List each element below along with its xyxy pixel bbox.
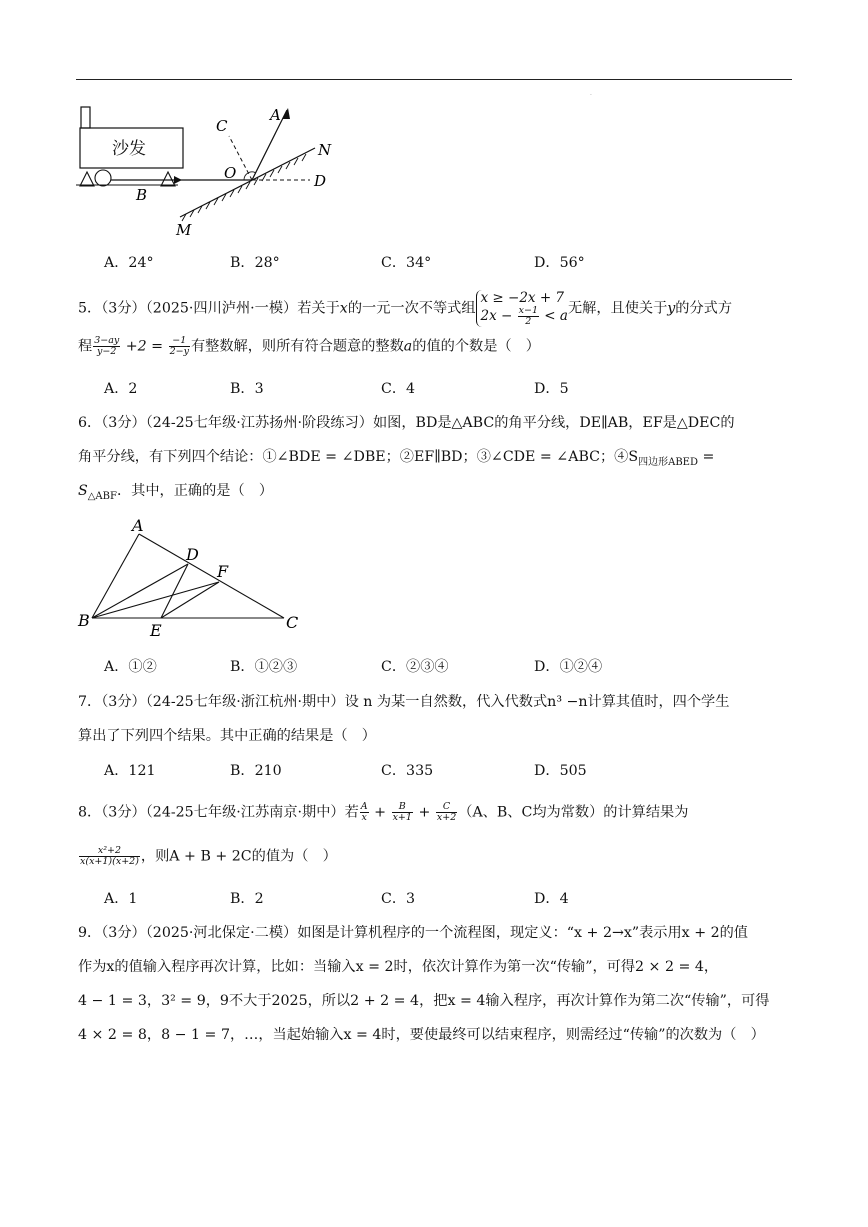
q8-option-a[interactable]: A．1 bbox=[104, 891, 138, 907]
q5-frac1-num: 3−ay bbox=[94, 335, 120, 346]
q8-result-den: x(x+1)(x+2) bbox=[80, 856, 139, 867]
q5-ineq2-frac bbox=[518, 306, 539, 327]
q7-line1: 7．（3分）（24-25七年级·浙江杭州·期中）设 n 为某一自然数，代入代数式n³ −n计算其值时，四个学生 bbox=[78, 694, 730, 710]
q7-option-c[interactable]: C．335 bbox=[381, 763, 434, 779]
q5-prefix: 5．（3分）（2025·四川泸州·一模）若关于 bbox=[78, 300, 340, 317]
q4-option-d[interactable]: D．56° bbox=[534, 255, 585, 271]
q8-frac-a-den: x bbox=[361, 812, 367, 823]
q8-suffix: （A、B、C均为常数）的计算结果为 bbox=[458, 804, 689, 821]
q9-line2: 作为x的值输入程序再次计算，比如：当输入x = 2时，依次计算作为第一次“传输”，可得2 × 2 = 4， bbox=[78, 959, 719, 975]
q5-option-b[interactable]: B．3 bbox=[230, 381, 264, 397]
label-O: O bbox=[224, 164, 237, 182]
q5-frac2 bbox=[169, 336, 190, 357]
q5-line2-a: 程 bbox=[78, 338, 93, 355]
q7-line2: 算出了下列四个结果。其中正确的结果是（ ） bbox=[78, 728, 376, 744]
header-mark: · bbox=[590, 92, 592, 99]
label-A: A bbox=[270, 106, 281, 124]
q9-line4: 4 × 2 = 8，8 − 1 = 7，…，当起始输入x = 4时，要使最终可以结束程序，则需经过“传输”的次数为（ ） bbox=[78, 1027, 765, 1043]
q8-option-c[interactable]: C．3 bbox=[381, 891, 416, 907]
q5-after: 无解，且使关于 bbox=[567, 300, 668, 317]
fig-label-B: B bbox=[78, 611, 90, 630]
q5-ineq2-b: < a bbox=[540, 308, 568, 324]
fig-label-D: D bbox=[186, 545, 199, 564]
q5-tail: 的分式方 bbox=[675, 300, 733, 317]
q6-line2-b: = bbox=[697, 449, 715, 465]
q5-frac2-den: 2−y bbox=[169, 346, 189, 357]
q8-frac-c-num: C bbox=[436, 802, 457, 813]
q5-line1 bbox=[78, 290, 732, 327]
q8-line1: 8．（3分）（24-25七年级·江苏南京·期中）若 $\frac{A}{x}$ + $\frac{B}{x+1}$ + $\frac{C}{x+2}$ （A、B、C均为常数）的计算结果为 bbox=[78, 801, 689, 823]
triangle-figure bbox=[72, 512, 312, 642]
sofa-mirror-figure bbox=[70, 100, 350, 240]
q6-option-d[interactable]: D．①②④ bbox=[534, 659, 603, 675]
q8-result-num: x²+2 bbox=[79, 846, 140, 857]
q8-option-b[interactable]: B．2 bbox=[230, 891, 264, 907]
fig-label-C: C bbox=[286, 613, 299, 632]
q9-line3: 4 − 1 = 3，3² = 9，9不大于2025，所以2 + 2 = 4，把x = 4输入程序，再次计算作为第二次“传输”，可得 bbox=[78, 993, 770, 1009]
q8-line2-b: ，则A + B + 2C的值为（ ） bbox=[140, 848, 337, 865]
q5-ineq1: x ≥ −2x + 7 bbox=[480, 290, 565, 306]
fig-label-A: A bbox=[132, 516, 144, 535]
q6-options bbox=[104, 656, 804, 678]
q6-option-a[interactable]: A．①② bbox=[104, 659, 157, 675]
q5-ineq2 bbox=[481, 306, 568, 327]
label-C: C bbox=[216, 117, 228, 135]
q6-option-c[interactable]: C．②③④ bbox=[381, 659, 449, 675]
q6-line3-a: S bbox=[78, 483, 88, 499]
q7-option-a[interactable]: A．121 bbox=[104, 763, 156, 779]
q6-line2-a: 角平分线，有下列四个结论：①∠BDE = ∠DBE；②EF∥BD；③∠CDE = ∠ABC；④S bbox=[78, 449, 639, 465]
q5-ineq2-a: 2x − bbox=[480, 308, 517, 324]
q4-options bbox=[104, 252, 804, 274]
q5-frac2-num: −1 bbox=[169, 336, 190, 347]
q6-line3-b: ．其中，正确的是（ ） bbox=[116, 483, 274, 499]
q8-prefix: 8．（3分）（24-25七年级·江苏南京·期中）若 bbox=[78, 804, 359, 821]
label-B: B bbox=[136, 186, 148, 204]
q6-line2-sub: 四边形ABED bbox=[638, 456, 698, 468]
q8-option-d[interactable]: D．4 bbox=[534, 891, 569, 907]
q8-frac-b bbox=[392, 802, 413, 823]
q5-options bbox=[104, 378, 804, 400]
q8-options bbox=[104, 888, 804, 910]
fig-label-F: F bbox=[217, 562, 229, 581]
q8-frac-b-den: x+1 bbox=[392, 812, 412, 823]
fig-label-E: E bbox=[150, 621, 162, 640]
q5-line2-b: 有整数解，则所有符合题意的整数 bbox=[190, 338, 404, 355]
q4-option-c[interactable]: C．34° bbox=[381, 255, 432, 271]
q5-ineq2-den: 2 bbox=[525, 316, 532, 327]
q4-option-a[interactable]: A．24° bbox=[104, 255, 154, 271]
label-D: D bbox=[314, 172, 327, 190]
q5-inequality-system bbox=[476, 290, 568, 327]
q8-frac-a bbox=[360, 802, 369, 823]
q7-option-d[interactable]: D．505 bbox=[534, 763, 587, 779]
q8-frac-a-num: A bbox=[360, 801, 368, 812]
q5-option-a[interactable]: A．2 bbox=[104, 381, 138, 397]
q5-frac1 bbox=[93, 336, 120, 357]
q5-var-a: a bbox=[403, 338, 413, 355]
q8-line2 bbox=[78, 846, 337, 867]
q7-options bbox=[104, 760, 804, 782]
q6-line2 bbox=[78, 447, 714, 473]
q8-frac-c-den: x+2 bbox=[436, 812, 457, 823]
q5-ineq2-num: x−1 bbox=[518, 305, 538, 316]
q6-option-b[interactable]: B．①②③ bbox=[230, 659, 298, 675]
q4-option-b[interactable]: B．28° bbox=[230, 255, 280, 271]
q5-plus2: +2 = bbox=[121, 338, 168, 355]
q5-line2-c: 的值的个数是（ ） bbox=[412, 338, 540, 355]
q8-frac-b-num: B bbox=[392, 802, 413, 813]
q7-option-b[interactable]: B．210 bbox=[230, 763, 282, 779]
q5-var-x: x bbox=[339, 300, 348, 317]
q5-option-d[interactable]: D．5 bbox=[534, 381, 569, 397]
q5-option-c[interactable]: C．4 bbox=[381, 381, 416, 397]
q6-line3-sub: △ABF bbox=[87, 490, 117, 502]
label-M: M bbox=[176, 221, 192, 239]
q9-line1: 9．（3分）（2025·河北保定·二模）如图是计算机程序的一个流程图，现定义：“x + 2→x”表示用x + 2的值 bbox=[78, 925, 748, 941]
q5-var-y: y bbox=[667, 300, 676, 317]
q5-line2 bbox=[78, 336, 540, 357]
q6-line3 bbox=[78, 481, 273, 507]
q5-frac1-den: y−2 bbox=[97, 346, 117, 357]
header-rule bbox=[76, 79, 792, 80]
sofa-label: 沙发 bbox=[112, 139, 146, 159]
q8-result-frac bbox=[79, 846, 140, 867]
q6-line1: 6．（3分）（24-25七年级·江苏扬州·阶段练习）如图，BD是△ABC的角平分线，DE∥AB，EF是△DEC的 bbox=[78, 415, 735, 431]
q5-mid: 的一元一次不等式组 bbox=[347, 300, 476, 317]
q8-frac-c bbox=[436, 802, 457, 823]
label-N: N bbox=[318, 141, 332, 159]
